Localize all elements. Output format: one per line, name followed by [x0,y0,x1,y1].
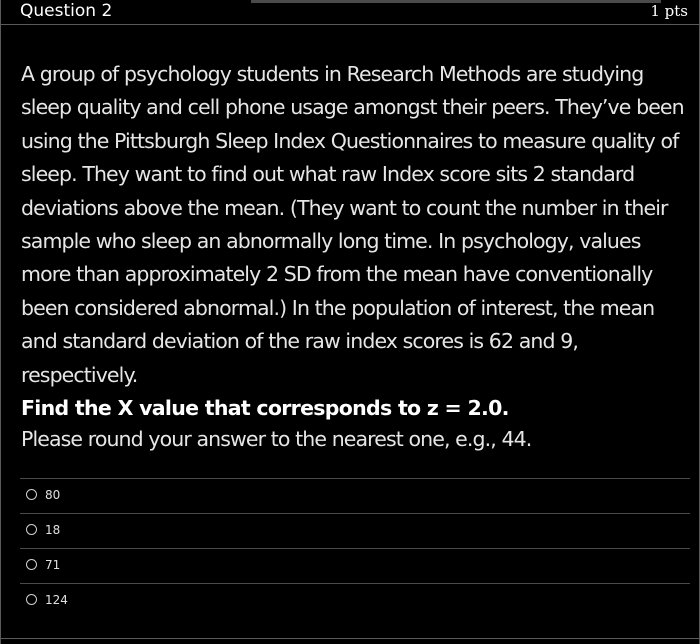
radio-icon[interactable] [26,489,37,500]
radio-icon[interactable] [26,594,37,605]
answer-label: 18 [45,523,61,537]
radio-icon[interactable] [26,524,37,535]
card-bottom-border [1,638,699,639]
question-instructions: Please round your answer to the nearest one, e.g., 44. [21,427,532,451]
question-title: Question 2 [20,1,113,21]
answer-option-4[interactable] [20,584,690,618]
answer-option-3[interactable] [20,549,690,583]
answer-option-2[interactable] [20,514,690,548]
radio-icon[interactable] [26,559,37,570]
answer-label: 124 [45,593,68,607]
answer-label: 71 [45,558,61,572]
answer-label: 80 [45,488,61,502]
header-band [251,0,661,3]
question-body [21,58,691,425]
question-points: 1 pts [650,2,688,20]
question-header [1,0,699,25]
answer-option-1[interactable] [20,479,690,513]
question-paragraph: A group of psychology students in Research Methods are studying sleep quality and cell phone usage amongst their peers. They’ve been using the Pittsburgh Sleep Index Questionnaires to measure quality of sleep. They want to find out what raw Index score sits 2 standard deviations above the mean. (They want to count the number in their sample who sleep an abnormally long time. In psychology, values more than approximately 2 SD from the mean have conventionally been considered abnormal.) In the population of interest, the mean and standard deviation of the raw index scores is 62 and 9, respectively. [21,62,684,387]
question-prompt: Find the X value that corresponds to z = 2.0. [21,396,509,421]
